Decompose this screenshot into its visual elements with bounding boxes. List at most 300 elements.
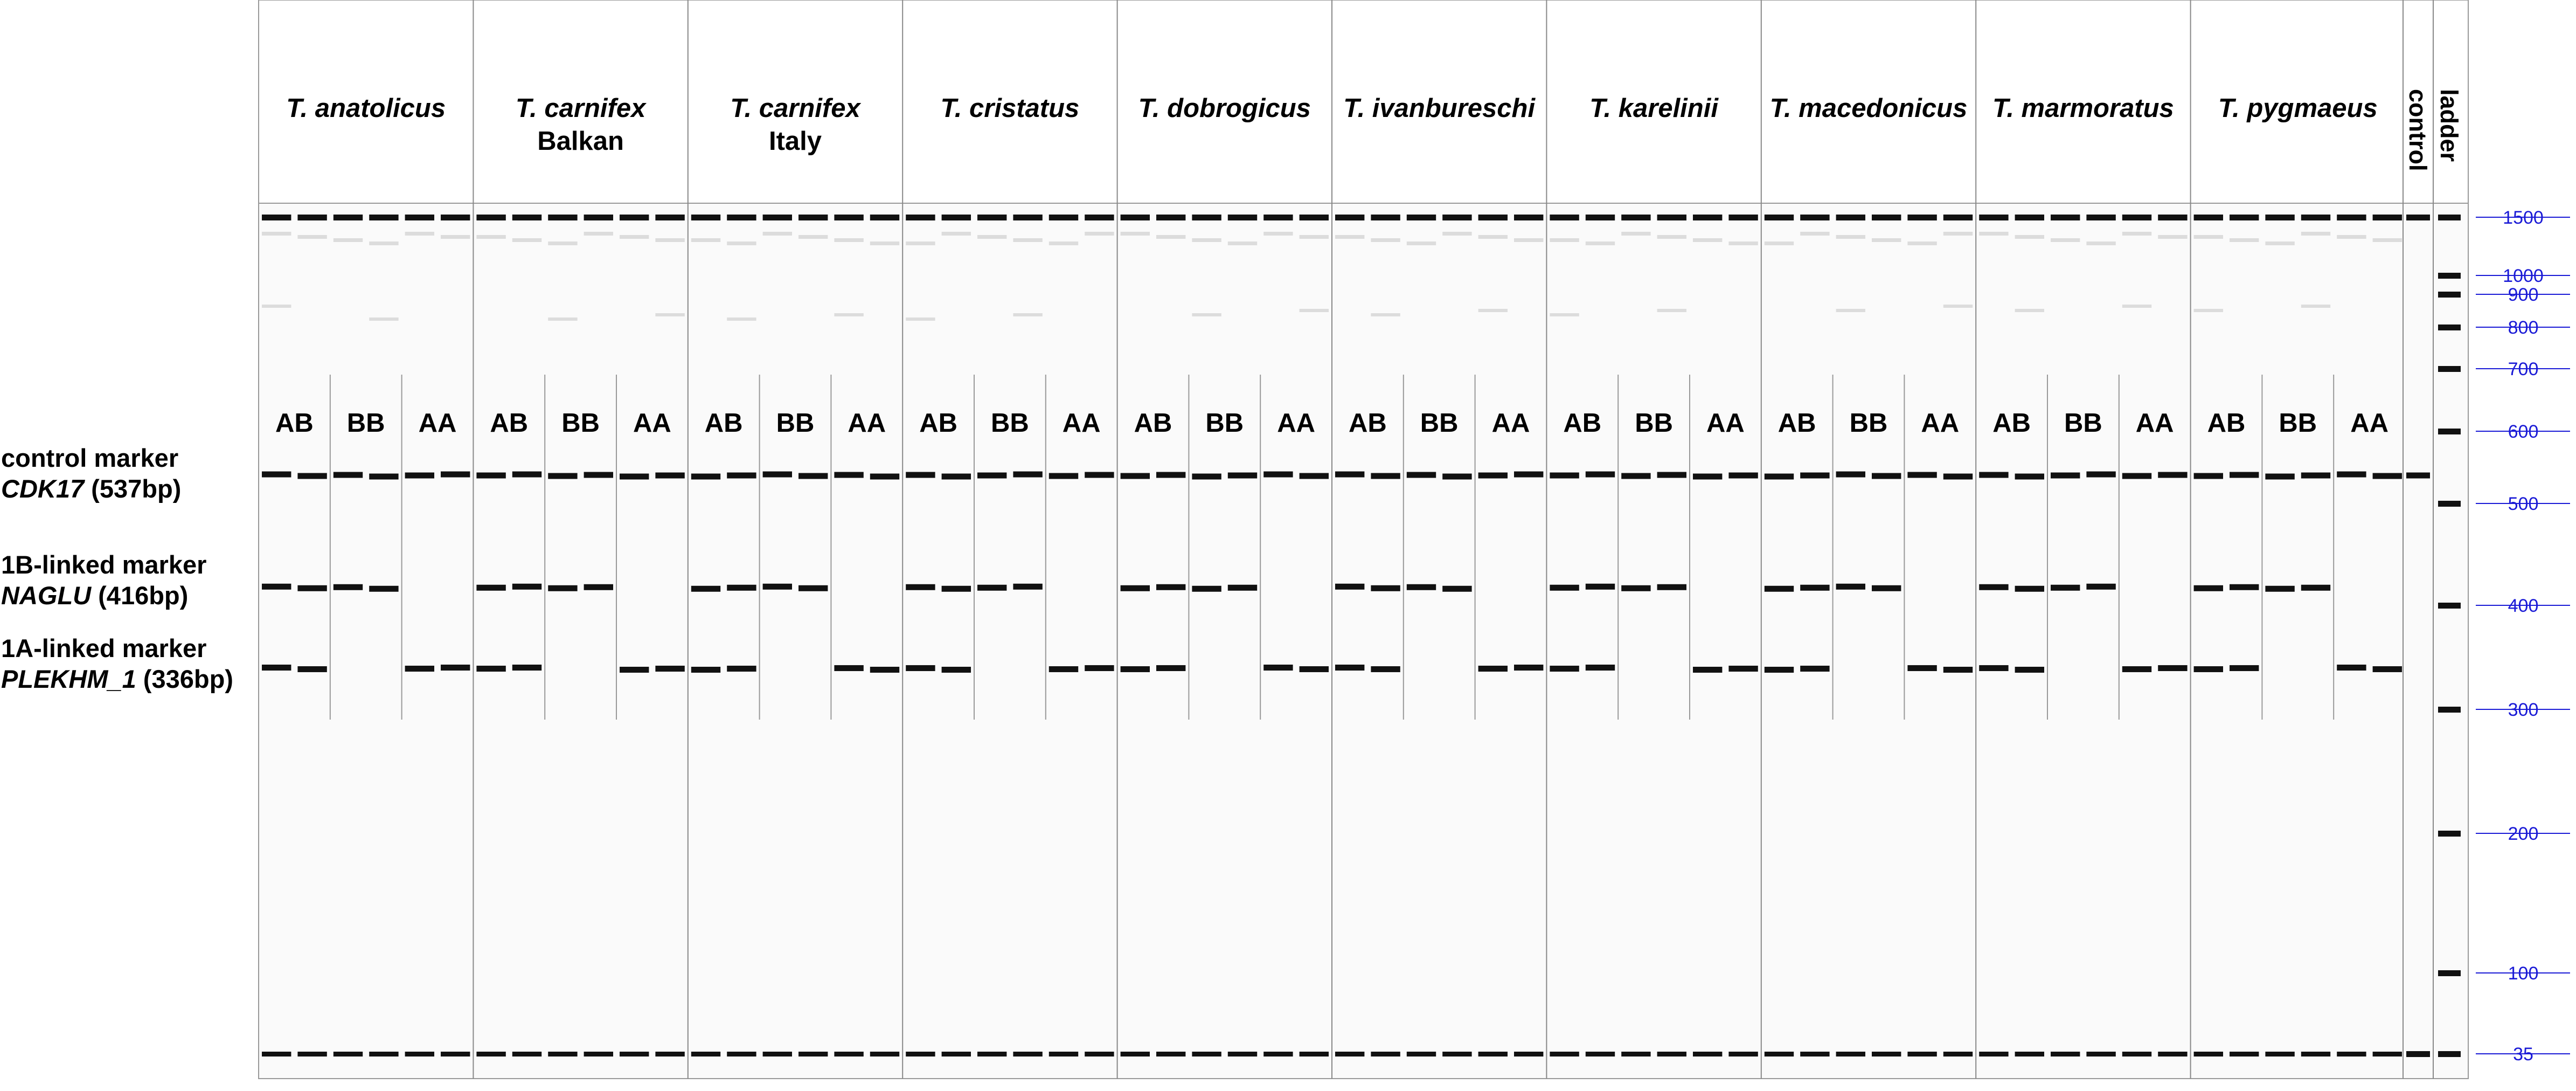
marker-size: (416bp) [91, 581, 189, 610]
faint-band [2194, 235, 2223, 239]
species-label: T. carnifex [730, 94, 860, 123]
control-marker-band [1800, 473, 1829, 479]
well-band [476, 215, 505, 220]
genotype-label: AB [919, 409, 957, 438]
faint-band [1300, 309, 1329, 312]
genotype-label: AB [2207, 409, 2246, 438]
well-band [799, 215, 828, 220]
well-band [1621, 215, 1650, 220]
lower-marker-band [512, 1052, 541, 1057]
faint-band [2337, 235, 2366, 239]
control-lane-label: control [2404, 89, 2432, 171]
a-linked-band [2373, 666, 2402, 672]
faint-band [2122, 305, 2151, 308]
well-band [1550, 215, 1579, 220]
lower-marker-band [727, 1052, 756, 1057]
lower-marker-band [1263, 1052, 1293, 1057]
a-linked-band [1550, 666, 1579, 672]
control-marker-band [584, 472, 613, 478]
b-linked-band [1156, 584, 1185, 590]
genotype-label: AA [1277, 409, 1315, 438]
ladder-label: 200 [2508, 824, 2539, 844]
well-band [906, 215, 935, 220]
ladder-band [2438, 215, 2461, 220]
population-label: Balkan [537, 127, 624, 156]
marker-gene: NAGLU [1, 581, 92, 610]
control-marker-band [262, 472, 291, 478]
a-linked-band [512, 665, 541, 671]
well-band [1800, 215, 1829, 220]
b-linked-band [942, 586, 971, 592]
control-marker-band [1979, 472, 2008, 478]
faint-band [1979, 232, 2008, 236]
well-band [2265, 215, 2294, 220]
control-marker-band [942, 474, 971, 480]
genotype-label: BB [2064, 409, 2102, 438]
well-band [942, 215, 971, 220]
genotype-label: AA [848, 409, 886, 438]
b-linked-band [512, 584, 541, 590]
well-band [2086, 215, 2115, 220]
lower-marker-band [476, 1052, 505, 1057]
faint-band [1550, 313, 1579, 316]
well-band [2158, 215, 2187, 220]
faint-band [405, 232, 434, 236]
control-marker-band [1943, 474, 1973, 480]
b-linked-band [1657, 584, 1686, 590]
well-band [1121, 215, 1150, 220]
ladder-band [2438, 324, 2461, 330]
control-marker-band [2015, 474, 2044, 480]
b-linked-band [691, 586, 720, 592]
genotype-label: BB [2279, 409, 2317, 438]
faint-band [2158, 235, 2187, 239]
a-linked-band [834, 665, 863, 671]
b-linked-band [2051, 585, 2080, 591]
genotype-label: BB [1849, 409, 1888, 438]
control-marker-band [405, 473, 434, 479]
lower-marker-band [262, 1052, 291, 1057]
b-linked-band [1765, 586, 1794, 592]
control-marker-band [870, 474, 899, 480]
well-band [2373, 215, 2402, 220]
a-linked-band [942, 667, 971, 673]
faint-band [763, 232, 792, 236]
a-linked-band [2015, 667, 2044, 673]
marker-gene: CDK17 [1, 474, 85, 503]
well-band [512, 215, 541, 220]
b-linked-band [548, 585, 577, 591]
control-marker-band [2230, 472, 2259, 478]
a-linked-band [2194, 666, 2223, 672]
control-marker-band [1621, 473, 1650, 479]
b-linked-band [1335, 584, 1364, 590]
b-linked-band [2301, 585, 2330, 591]
genotype-label: BB [346, 409, 385, 438]
control-marker-band [1335, 472, 1364, 478]
lower-marker-band [620, 1052, 649, 1057]
species-label: T. anatolicus [286, 94, 446, 123]
a-linked-band [1800, 666, 1829, 672]
genotype-label: BB [1205, 409, 1244, 438]
a-linked-band [1300, 666, 1329, 672]
b-linked-band [727, 585, 756, 591]
well-band [1228, 215, 1257, 220]
faint-band [1121, 232, 1150, 236]
control-marker-band [1263, 472, 1293, 478]
well-band [262, 215, 291, 220]
a-linked-band [1478, 666, 1508, 672]
b-linked-band [906, 584, 935, 590]
well-band [1263, 215, 1293, 220]
b-linked-band [1192, 586, 1221, 592]
control-marker-band [1550, 473, 1579, 479]
control-lane-band [2406, 473, 2430, 479]
faint-band [1407, 241, 1436, 245]
control-marker-band [2337, 472, 2366, 478]
marker-gene: PLEKHM_1 [1, 665, 136, 693]
species-label: T. dobrogicus [1138, 94, 1311, 123]
faint-band [2122, 232, 2151, 236]
genotype-label: AB [704, 409, 743, 438]
control-marker-band [2194, 473, 2223, 479]
faint-band [942, 232, 971, 236]
genotype-label: AA [2350, 409, 2388, 438]
well-band [1907, 215, 1936, 220]
lower-marker-band [1765, 1052, 1794, 1057]
ladder-band [2438, 366, 2461, 372]
marker-gene-size [1, 665, 233, 693]
species-label: T. pygmaeus [2218, 94, 2378, 123]
b-linked-band [1407, 584, 1436, 590]
b-linked-band [799, 585, 828, 591]
species-label: T. karelinii [1589, 94, 1718, 123]
control-marker-band [297, 473, 327, 479]
lower-marker-band [1907, 1052, 1936, 1057]
lower-marker-band [1693, 1052, 1722, 1057]
b-linked-band [977, 585, 1006, 591]
control-marker-band [2301, 473, 2330, 479]
control-lane-band [2406, 1051, 2430, 1057]
ladder-label: 700 [2508, 359, 2539, 379]
a-linked-band [1693, 667, 1722, 673]
well-band [2337, 215, 2366, 220]
control-marker-band [1693, 474, 1722, 480]
a-linked-band [2122, 666, 2151, 672]
lower-marker-band [2122, 1052, 2151, 1057]
control-marker-band [727, 473, 756, 479]
faint-band [906, 317, 935, 321]
well-band [977, 215, 1006, 220]
well-band [834, 215, 863, 220]
b-linked-band [476, 585, 505, 591]
faint-band [548, 317, 577, 321]
control-marker-band [1478, 473, 1508, 479]
marker-size: (336bp) [136, 665, 233, 693]
control-marker-band [620, 474, 649, 480]
ladder-lane-label: ladder [2435, 89, 2463, 162]
well-band [1943, 215, 1973, 220]
lower-marker-band [1621, 1052, 1650, 1057]
ladder-label: 600 [2508, 422, 2539, 442]
well-band [405, 215, 434, 220]
lower-marker-band [548, 1052, 577, 1057]
b-linked-band [584, 584, 613, 590]
ladder-label: 800 [2508, 317, 2539, 338]
well-band [297, 215, 327, 220]
lower-marker-band [2015, 1052, 2044, 1057]
faint-band [655, 238, 684, 242]
well-band [1836, 215, 1865, 220]
well-band [1335, 215, 1364, 220]
b-linked-band [369, 586, 398, 592]
genotype-label: BB [991, 409, 1029, 438]
a-linked-band [2337, 665, 2366, 671]
faint-band [2301, 305, 2330, 308]
faint-band [1478, 235, 1508, 239]
well-band [1728, 215, 1758, 220]
well-band [870, 215, 899, 220]
faint-band [2265, 241, 2294, 245]
faint-band [1943, 305, 1973, 308]
ladder-label: 400 [2508, 596, 2539, 616]
control-marker-band [2265, 474, 2294, 480]
lower-marker-band [942, 1052, 971, 1057]
well-band [2122, 215, 2151, 220]
faint-band [1371, 238, 1400, 242]
faint-band [1442, 232, 1471, 236]
faint-band [1228, 241, 1257, 245]
faint-band [1550, 238, 1579, 242]
control-marker-band [1872, 473, 1901, 479]
faint-band [834, 313, 863, 316]
ladder-label: 300 [2508, 700, 2539, 720]
faint-band [441, 235, 470, 239]
b-linked-band [2015, 586, 2044, 592]
a-linked-band [620, 667, 649, 673]
lower-marker-band [691, 1052, 720, 1057]
control-marker-band [1442, 474, 1471, 480]
faint-band [2015, 235, 2044, 239]
well-band [727, 215, 756, 220]
lower-marker-band [655, 1052, 684, 1057]
gel-background [259, 203, 2468, 1079]
lower-marker-band [1586, 1052, 1615, 1057]
faint-band [799, 235, 828, 239]
lower-marker-band [441, 1052, 470, 1057]
well-band [441, 215, 470, 220]
a-linked-band [870, 667, 899, 673]
control-marker-band [1907, 472, 1936, 478]
faint-band [1621, 232, 1650, 236]
faint-band [2373, 238, 2402, 242]
control-marker-band [834, 472, 863, 478]
faint-band [297, 235, 327, 239]
control-marker-band [2373, 473, 2402, 479]
genotype-label: AA [1491, 409, 1530, 438]
well-band [1693, 215, 1722, 220]
faint-band [977, 235, 1006, 239]
lower-marker-band [834, 1052, 863, 1057]
a-linked-band [2158, 665, 2187, 671]
faint-band [1907, 241, 1936, 245]
genotype-label: BB [561, 409, 600, 438]
faint-band [655, 313, 684, 316]
a-linked-band [1156, 665, 1185, 671]
lower-marker-band [1013, 1052, 1042, 1057]
lower-marker-band [1049, 1052, 1078, 1057]
faint-band [870, 241, 899, 245]
lower-marker-band [584, 1052, 613, 1057]
control-marker-band [906, 472, 935, 478]
a-linked-band [262, 665, 291, 671]
faint-band [1263, 232, 1293, 236]
lower-marker-band [1156, 1052, 1185, 1057]
faint-band [369, 241, 398, 245]
lower-marker-band [1728, 1052, 1758, 1057]
lower-marker-band [2051, 1052, 2080, 1057]
faint-band [691, 238, 720, 242]
control-marker-band [1156, 472, 1185, 478]
control-marker-band [2086, 472, 2115, 478]
faint-band [1943, 232, 1973, 236]
lower-marker-band [2086, 1052, 2115, 1057]
control-marker-band [1765, 474, 1794, 480]
b-linked-band [1979, 584, 2008, 590]
faint-band [548, 241, 577, 245]
control-marker-band [1085, 472, 1114, 478]
b-linked-band [763, 584, 792, 590]
faint-band [584, 232, 613, 236]
genotype-label: AB [275, 409, 314, 438]
ladder-band [2438, 273, 2461, 279]
lower-marker-band [1371, 1052, 1400, 1057]
genotype-label: AB [1777, 409, 1816, 438]
faint-band [1335, 235, 1364, 239]
control-marker-band [512, 472, 541, 478]
faint-band [727, 317, 756, 321]
control-marker-band [1121, 473, 1150, 479]
lower-marker-band [1514, 1052, 1543, 1057]
well-band [2015, 215, 2044, 220]
b-linked-band [1586, 584, 1615, 590]
faint-band [1586, 241, 1615, 245]
faint-band [906, 241, 935, 245]
b-linked-band [2230, 584, 2259, 590]
genotype-label: AB [490, 409, 529, 438]
well-band [1514, 215, 1543, 220]
faint-band [1836, 235, 1865, 239]
faint-band [262, 305, 291, 308]
control-marker-band [1514, 472, 1543, 478]
well-band [2194, 215, 2223, 220]
well-band [2230, 215, 2259, 220]
control-marker-band [1836, 472, 1865, 478]
control-marker-band [1013, 472, 1042, 478]
well-band [548, 215, 577, 220]
faint-band [2051, 238, 2080, 242]
species-label: T. ivanbureschi [1343, 94, 1536, 123]
marker-title: 1B-linked marker [1, 550, 207, 579]
lower-marker-band [1550, 1052, 1579, 1057]
control-marker-band [1728, 473, 1758, 479]
b-linked-band [1121, 585, 1150, 591]
lower-marker-band [763, 1052, 792, 1057]
ladder-band [2438, 603, 2461, 609]
lower-marker-band [1192, 1052, 1221, 1057]
faint-band [334, 238, 363, 242]
marker-title: 1A-linked marker [1, 634, 207, 662]
lower-marker-band [977, 1052, 1006, 1057]
lower-marker-band [1300, 1052, 1329, 1057]
well-band [620, 215, 649, 220]
ladder-label: 1000 [2503, 266, 2544, 286]
lower-marker-band [2301, 1052, 2330, 1057]
marker-size: (537bp) [84, 474, 182, 503]
control-marker-band [1657, 472, 1686, 478]
faint-band [1872, 238, 1901, 242]
b-linked-band [1013, 584, 1042, 590]
faint-band [476, 235, 505, 239]
control-marker-band [2158, 472, 2187, 478]
a-linked-band [476, 666, 505, 672]
well-band [1657, 215, 1686, 220]
ladder-band [2438, 501, 2461, 507]
a-linked-band [1943, 667, 1973, 673]
genotype-label: AA [2135, 409, 2174, 438]
faint-band [1478, 309, 1508, 312]
control-marker-band [441, 472, 470, 478]
b-linked-band [1228, 585, 1257, 591]
lower-marker-band [405, 1052, 434, 1057]
faint-band [262, 232, 291, 236]
population-label: Italy [768, 127, 822, 156]
well-band [1765, 215, 1794, 220]
b-linked-band [297, 585, 327, 591]
control-marker-band [369, 474, 398, 480]
faint-band [1800, 232, 1829, 236]
a-linked-band [1049, 666, 1078, 672]
well-band [2301, 215, 2330, 220]
b-linked-band [262, 584, 291, 590]
faint-band [1514, 238, 1543, 242]
genotype-label: AA [418, 409, 457, 438]
b-linked-band [1621, 585, 1650, 591]
faint-band [727, 241, 756, 245]
species-label: T. marmoratus [1992, 94, 2174, 123]
genotype-label: AB [1563, 409, 1602, 438]
lower-marker-band [870, 1052, 899, 1057]
a-linked-band [297, 666, 327, 672]
a-linked-band [2230, 665, 2259, 671]
a-linked-band [1514, 665, 1543, 671]
lower-marker-band [1943, 1052, 1973, 1057]
lower-marker-band [369, 1052, 398, 1057]
lower-marker-band [2158, 1052, 2187, 1057]
genotype-label: AB [1134, 409, 1172, 438]
a-linked-band [1979, 665, 2008, 671]
faint-band [1836, 309, 1865, 312]
well-band [1300, 215, 1329, 220]
a-linked-band [1371, 666, 1400, 672]
faint-band [2015, 309, 2044, 312]
b-linked-band [1872, 585, 1901, 591]
faint-band [1657, 235, 1686, 239]
well-band [1192, 215, 1221, 220]
b-linked-band [2265, 586, 2294, 592]
lower-marker-band [1121, 1052, 1150, 1057]
lower-marker-band [1979, 1052, 2008, 1057]
